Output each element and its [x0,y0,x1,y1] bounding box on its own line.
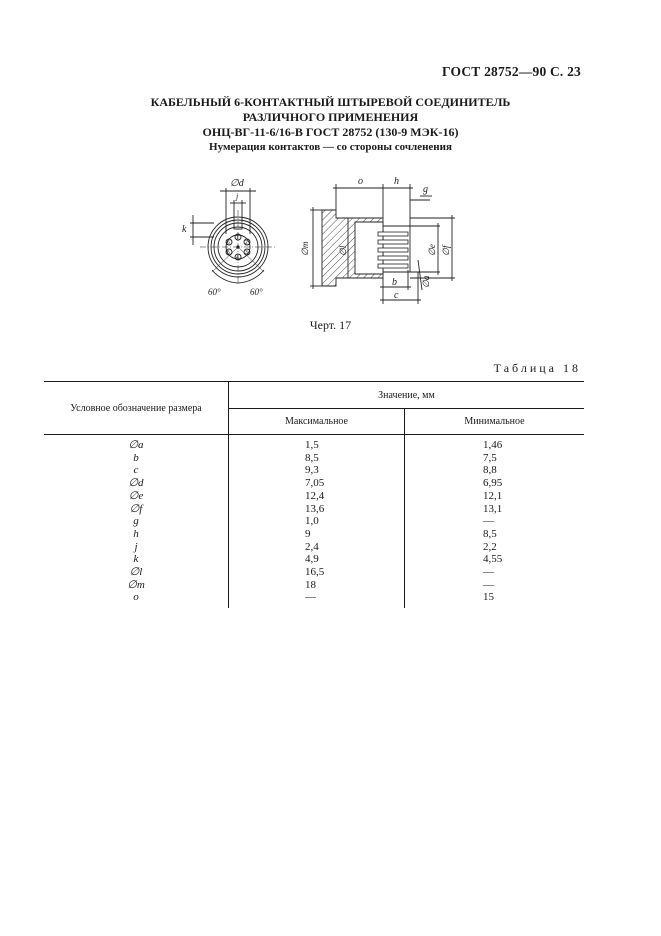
dimensions-table [44,381,584,608]
figure-caption: Черт. 17 [309,318,352,332]
cell-max: 8,5 [229,452,405,465]
label-d: ∅d [230,178,244,189]
cell-min: — [483,578,494,591]
cell-symbol: c [44,464,229,477]
cell-symbol: ∅d [44,477,229,490]
cell-symbol: g [44,515,229,528]
table-row [44,503,584,516]
cell-max: 9,3 [229,464,405,477]
cell-min: 4,55 [483,553,503,566]
document-reference: ГОСТ 28752—90 С. 23 [442,64,581,79]
table-row [44,515,584,528]
cell-min: 13,1 [483,502,503,515]
label-b: b [392,277,397,288]
cell-max: 7,05 [229,477,405,490]
cell-min: — [483,515,494,528]
cell-symbol: ∅f [44,503,229,516]
label-angle-2: 60° [250,287,263,297]
cell-symbol: o [44,591,229,604]
spacer-cell [229,604,405,608]
contact-5: 5 [227,250,230,256]
cell-min: — [483,566,494,579]
cell-max: 1,5 [229,435,405,452]
cell-min: 15 [483,591,494,604]
contact-6: 6 [227,240,230,246]
table-row [44,477,584,490]
label-j: j [236,192,239,201]
table-row [44,452,584,465]
cell-symbol: k [44,553,229,566]
table-label: Таблица 18 [493,361,581,375]
cell-min: 6,95 [483,477,503,490]
label-a: ∅a [421,275,431,288]
cell-max: 16,5 [229,566,405,579]
label-o: o [358,176,363,187]
spacer-cell [44,604,229,608]
table-body [44,435,584,609]
cell-max: — [229,591,405,604]
header-symbol: Условное обозначение размера [44,382,229,435]
label-k: k [182,224,187,235]
header-max: Максимальное [229,409,405,435]
title-line-3: ОНЦ-ВГ-11-6/16-В ГОСТ 28752 (130-9 МЭК-16) [202,125,459,139]
title-note: Нумерация контактов — со стороны сочленения [209,141,452,153]
cell-max: 2,4 [229,541,405,554]
cell-max: 13,6 [229,503,405,516]
cell-max: 12,4 [229,490,405,503]
cell-symbol: j [44,541,229,554]
cell-min: 7,5 [483,451,497,464]
title-line-2: РАЗЛИЧНОГО ПРИМЕНЕНИЯ [242,110,419,124]
front-view [190,188,276,284]
table-row [44,435,584,452]
connector-drawing [170,160,490,320]
spacer-cell [405,604,585,608]
cell-min: 8,5 [483,527,497,540]
cell-symbol: h [44,528,229,541]
label-f: ∅f [441,245,451,256]
header-value: Значение, мм [229,382,585,409]
table-row [44,464,584,477]
table-row [44,528,584,541]
cell-symbol: b [44,452,229,465]
side-section-view [310,184,455,304]
label-c: c [394,290,399,301]
label-h: h [394,176,399,187]
label-g: g [423,184,428,195]
cell-symbol: ∅m [44,579,229,592]
table-row [44,490,584,503]
title-line-1: КАБЕЛЬНЫЙ 6-КОНТАКТНЫЙ ШТЫРЕВОЙ СОЕДИНИТЕЛЬ [150,95,511,109]
table-row [44,553,584,566]
table-row [44,566,584,579]
contact-2: 2 [245,240,248,246]
table-spacer-row [44,604,584,608]
dimensions-table-wrap [44,381,584,608]
header-min: Минимальное [405,409,585,435]
table-row [44,579,584,592]
table-row [44,541,584,554]
cell-min: 8,8 [483,464,497,477]
cell-symbol: ∅a [44,435,229,452]
cell-min: 2,2 [483,540,497,553]
label-l: ∅l [338,245,348,256]
cell-max: 18 [229,579,405,592]
table-row [44,591,584,604]
cell-max: 9 [229,528,405,541]
cell-min: 12,1 [483,489,503,502]
contact-1: 1 [236,235,239,241]
cell-symbol: ∅e [44,490,229,503]
title-block [0,95,661,155]
cell-max: 4,9 [229,553,405,566]
cell-symbol: ∅l [44,566,229,579]
contact-3: 3 [245,250,248,256]
label-m: ∅m [300,241,310,256]
cell-min: 1,46 [483,439,503,451]
contact-4: 4 [236,255,239,261]
label-e: ∅e [427,244,437,256]
cell-max: 1,0 [229,515,405,528]
label-angle-1: 60° [208,287,221,297]
